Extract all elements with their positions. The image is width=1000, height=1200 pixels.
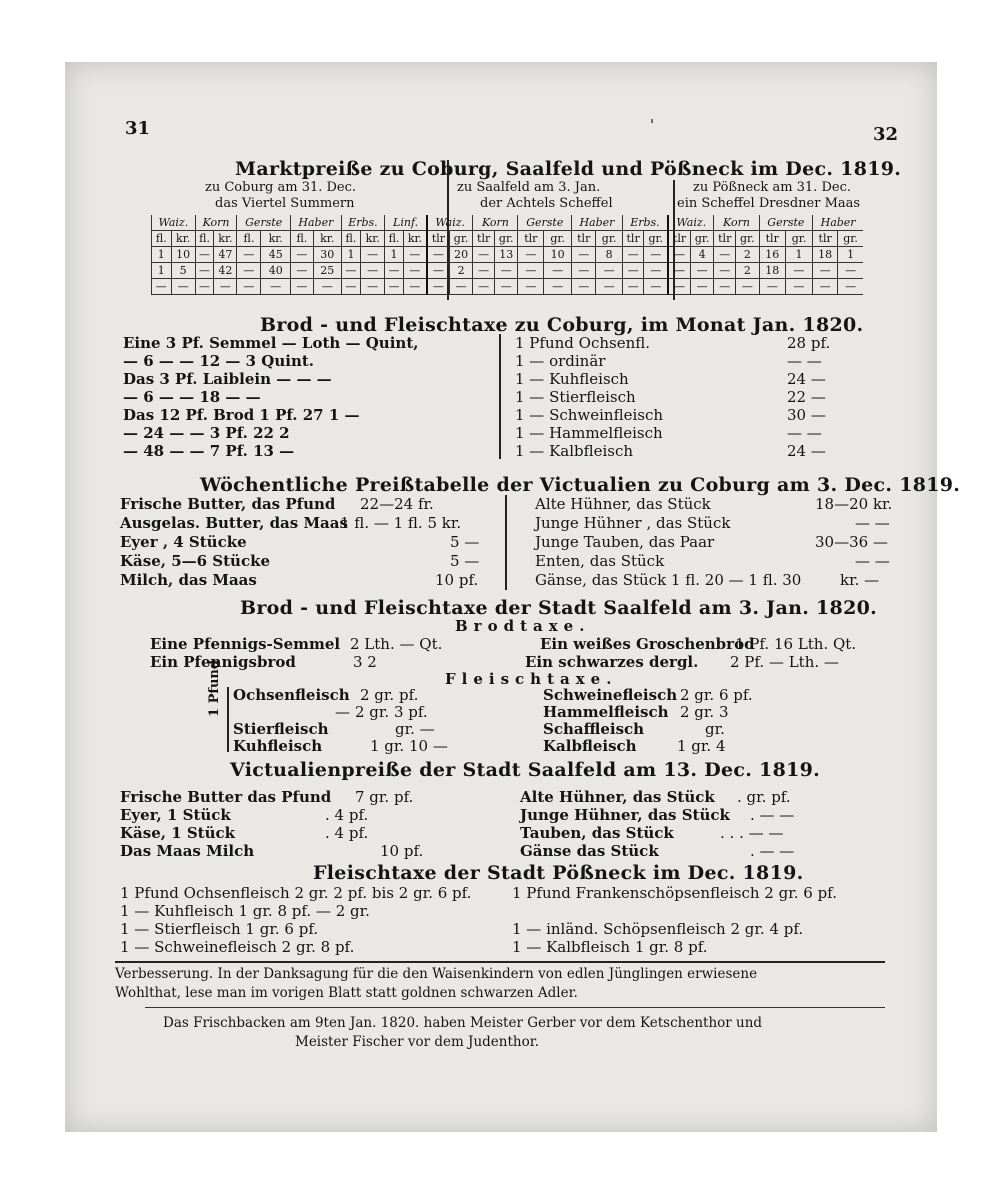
price: — — [668, 247, 690, 263]
price: — — [544, 279, 572, 295]
price: 18 — [813, 247, 838, 263]
price: — — [361, 263, 385, 279]
victual-item: Tauben, das Stück — [520, 824, 674, 842]
grain-header: Waiz. — [152, 215, 196, 231]
unit: kr. — [313, 231, 341, 247]
meat-item: Schaffleisch — [543, 720, 645, 738]
price: 40 — [261, 263, 291, 279]
grain-header: Waiz. — [427, 215, 473, 231]
victual-price: 10 pf. — [380, 842, 424, 860]
unit: kr. — [171, 231, 195, 247]
taxe-left-line: Das 3 Pf. Laiblein — — — — [123, 370, 332, 388]
price: 1 — [385, 247, 404, 263]
meat-item: 1 — Kuhfleisch — [515, 370, 629, 388]
rule — [145, 1007, 885, 1008]
victual-price: . 4 pf. — [325, 806, 369, 824]
victual-item: Frische Butter das Pfund — [120, 788, 332, 806]
price: — — [644, 247, 668, 263]
price: — — [291, 263, 314, 279]
meat-item: Kalbfleisch — [543, 737, 637, 755]
unit: fl. — [195, 231, 214, 247]
price: — — [385, 279, 404, 295]
price: — — [838, 279, 863, 295]
price: 20 — [449, 247, 473, 263]
price: 1 — [785, 247, 812, 263]
unit: tlr — [473, 231, 495, 247]
meat-price: 30 — — [787, 406, 826, 424]
unit: gr. — [690, 231, 714, 247]
meat-price: 28 pf. — [787, 334, 831, 352]
price: 25 — [313, 263, 341, 279]
victual-item: Milch, das Maas — [120, 571, 257, 589]
price: — — [427, 279, 449, 295]
saalfeld-taxe-title: Brod - und Fleischtaxe der Stadt Saalfeld am 3. Jan. 1820. — [240, 597, 878, 619]
price: — — [261, 279, 291, 295]
price: — — [341, 279, 360, 295]
price: — — [427, 263, 449, 279]
price: — — [838, 263, 863, 279]
grain-header: Erbs. — [622, 215, 668, 231]
victual-price: 5 — — [450, 552, 480, 570]
price: 2 — [449, 263, 473, 279]
price-row — [152, 247, 864, 263]
price: — — [361, 279, 385, 295]
meat-price: 1 gr. 10 — — [370, 737, 448, 755]
price: — — [313, 279, 341, 295]
victual-item: Alte Hühner, das Stück — [520, 788, 715, 806]
weekly-title: Wöchentliche Preißtabelle der Victualien zu Coburg am 3. Dec. 1819. — [200, 474, 961, 496]
margin-mark: ' — [650, 116, 655, 134]
pfund-label: 1 Pfund — [207, 660, 222, 717]
price: 45 — [261, 247, 291, 263]
grain-header: Erbs. — [341, 215, 384, 231]
bake-note: Das Frischbacken am 9ten Jan. 1820. haben Meister Gerber vor dem Ketschenthor und — [163, 1015, 763, 1031]
victual-item: Alte Hühner, das Stück — [535, 495, 711, 513]
poessneck-line: 1 Pfund Ochsenfleisch 2 gr. 2 pf. bis 2 gr. 6 pf. — [120, 884, 472, 902]
meat-item: Kuhfleisch — [233, 737, 323, 755]
victual-price: 10 pf. — [435, 571, 479, 589]
price: 30 — [313, 247, 341, 263]
price: 18 — [759, 263, 785, 279]
price: 5 — [171, 263, 195, 279]
price: — — [237, 247, 261, 263]
correction-note: Verbesserung. In der Danksagung für die den Waisenkindern von edlen Jünglingen erwiesene — [115, 966, 758, 982]
price: — — [361, 247, 385, 263]
meat-item: 1 Pfund Ochsenfl. — [515, 334, 651, 352]
price: — — [668, 279, 690, 295]
price: 10 — [544, 247, 572, 263]
price: — — [622, 247, 644, 263]
unit: tlr — [572, 231, 596, 247]
victual-item: Enten, das Stück — [535, 552, 665, 570]
price: — — [785, 263, 812, 279]
price: — — [473, 279, 495, 295]
meat-price: 2 gr. 3 — [680, 703, 729, 721]
poessneck-line: 1 — Kalbfleisch 1 gr. 8 pf. — [512, 938, 708, 956]
unit: kr. — [403, 231, 427, 247]
price: — — [385, 263, 404, 279]
unit: fl. — [152, 231, 172, 247]
meat-price: 24 — — [787, 442, 826, 460]
price: — — [237, 263, 261, 279]
victual-price: . gr. pf. — [737, 788, 791, 806]
grain-header: Gerste — [237, 215, 291, 231]
brod-item: Eine Pfennigs-Semmel — [150, 635, 341, 653]
coburg-sub: das Viertel Summern — [215, 196, 355, 211]
victual-price: 22—24 fr. — [360, 495, 434, 513]
divider — [499, 334, 501, 459]
price-row — [152, 263, 864, 279]
price: — — [572, 279, 596, 295]
price: — — [291, 247, 314, 263]
price: 1 — [838, 247, 863, 263]
market-table — [151, 215, 863, 295]
victual-price: . . . — — — [720, 824, 784, 842]
victual-price: . 4 pf. — [325, 824, 369, 842]
correction-note: Wohlthat, lese man im vorigen Blatt statt goldnen schwarzen Adler. — [115, 985, 578, 1001]
price: — — [714, 263, 736, 279]
price: 13 — [494, 247, 518, 263]
price: 1 — [341, 247, 360, 263]
price: — — [214, 279, 237, 295]
price: — — [427, 247, 449, 263]
price: 1 — [152, 247, 172, 263]
victual-item: Junge Hühner , das Stück — [535, 514, 731, 532]
price: — — [714, 279, 736, 295]
grain-header: Gerste — [518, 215, 572, 231]
price: — — [785, 279, 812, 295]
price: — — [518, 247, 544, 263]
unit: gr. — [838, 231, 863, 247]
unit: tlr — [714, 231, 736, 247]
victual-price: . — — — [750, 806, 795, 824]
unit: tlr — [518, 231, 544, 247]
victual-price: 18—20 kr. — [815, 495, 893, 513]
poessneck-head: zu Pößneck am 31. Dec. — [693, 180, 851, 195]
coburg-head: zu Coburg am 31. Dec. — [205, 180, 357, 195]
grain-header: Korn — [195, 215, 237, 231]
victual-price: — — — [855, 514, 890, 532]
unit: kr. — [261, 231, 291, 247]
unit: tlr — [668, 231, 690, 247]
taxe-left-line: — 6 — — 18 — — — [123, 388, 261, 406]
unit-row — [152, 231, 864, 247]
price: 1 — [152, 263, 172, 279]
price: — — [736, 279, 760, 295]
bake-note: Meister Fischer vor dem Judenthor. — [295, 1034, 539, 1050]
price: — — [714, 247, 736, 263]
meat-price: 1 gr. 4 — [677, 737, 726, 755]
meat-item: Ochsenfleisch — [233, 686, 350, 704]
price: — — [813, 263, 838, 279]
saalfeld-victual-title: Victualienpreiße der Stadt Saalfeld am 13. Dec. 1819. — [230, 759, 821, 781]
price: — — [449, 279, 473, 295]
victual-price: kr. — — [840, 571, 880, 589]
poessneck-line: 1 Pfund Frankenschöpsenfleisch 2 gr. 6 pf. — [512, 884, 837, 902]
grain-header: Korn — [714, 215, 759, 231]
victual-price: . — — — [750, 842, 795, 860]
price: 16 — [759, 247, 785, 263]
victual-item: Gänse das Stück — [520, 842, 659, 860]
price: — — [518, 279, 544, 295]
unit: fl. — [237, 231, 261, 247]
price: — — [572, 263, 596, 279]
taxe-left-line: — 48 — — 7 Pf. 13 — — [123, 442, 295, 460]
meat-item: 1 — ordinär — [515, 352, 606, 370]
meat-price: gr. — [705, 720, 725, 738]
price: — — [152, 279, 172, 295]
meat-price: 2 gr. 6 pf. — [680, 686, 753, 704]
grain-header: Gerste — [759, 215, 813, 231]
unit: gr. — [449, 231, 473, 247]
price: — — [195, 279, 214, 295]
victual-item: Das Maas Milch — [120, 842, 255, 860]
price: — — [622, 279, 644, 295]
poessneck-line: 1 — inländ. Schöpsenfleisch 2 gr. 4 pf. — [512, 920, 804, 938]
left-page-number: 31 — [125, 118, 151, 139]
taxe-left-line: Das 12 Pf. Brod 1 Pf. 27 1 — — [123, 406, 360, 424]
brodtaxe-label: Brodtaxe. — [455, 617, 591, 635]
meat-price: 24 — — [787, 370, 826, 388]
grain-header: Haber — [572, 215, 623, 231]
unit: fl. — [385, 231, 404, 247]
price: — — [596, 263, 622, 279]
victual-price: 30—36 — — [815, 533, 888, 551]
brod-weight: 1 Pf. 16 Lth. Qt. — [735, 635, 857, 653]
victual-item: Eyer, 1 Stück — [120, 806, 231, 824]
unit: kr. — [214, 231, 237, 247]
unit: gr. — [644, 231, 668, 247]
unit: gr. — [494, 231, 518, 247]
grain-header: Korn — [473, 215, 518, 231]
price: — — [690, 279, 714, 295]
price: 42 — [214, 263, 237, 279]
victual-item: Ausgelas. Butter, das Maas — [120, 514, 348, 532]
price: — — [341, 263, 360, 279]
meat-price: — — — [787, 424, 822, 442]
victual-price: 7 gr. pf. — [355, 788, 414, 806]
newspaper-page — [65, 62, 961, 1132]
price: 10 — [171, 247, 195, 263]
price: — — [237, 279, 261, 295]
brod-item: Ein weißes Groschenbrod — [540, 635, 755, 653]
grain-header: Haber — [291, 215, 342, 231]
price: 4 — [690, 247, 714, 263]
saalfeld-head: zu Saalfeld am 3. Jan. — [457, 180, 601, 195]
market-title: Marktpreiße zu Coburg, Saalfeld und Pößneck im Dec. 1819. — [235, 158, 902, 180]
poessneck-line: 1 — Stierfleisch 1 gr. 6 pf. — [120, 920, 319, 938]
price: — — [403, 279, 427, 295]
unit: gr. — [785, 231, 812, 247]
unit: tlr — [622, 231, 644, 247]
price: 47 — [214, 247, 237, 263]
victual-item: Junge Tauben, das Paar — [535, 533, 715, 551]
poessneck-line: 1 — Schweinefleisch 2 gr. 8 pf. — [120, 938, 355, 956]
meat-price: 2 gr. pf. — [360, 686, 419, 704]
unit: fl. — [291, 231, 314, 247]
meat-price: 2 gr. 3 pf. — [355, 703, 428, 721]
price: — — [690, 263, 714, 279]
divider — [505, 495, 507, 590]
unit: gr. — [596, 231, 622, 247]
meat-item: Hammelfleisch — [543, 703, 669, 721]
divider — [227, 687, 229, 752]
unit: tlr — [813, 231, 838, 247]
taxe-left-line: Eine 3 Pf. Semmel — Loth — Quint, — [123, 334, 419, 352]
meat-item: 1 — Schweinfleisch — [515, 406, 664, 424]
saalfeld-sub: der Achtels Scheffel — [480, 196, 613, 211]
grain-header-row — [152, 215, 864, 231]
victual-item: Junge Hühner, das Stück — [520, 806, 730, 824]
price: — — [518, 263, 544, 279]
price: — — [291, 279, 314, 295]
taxe-left-line: — 24 — — 3 Pf. 22 2 — [123, 424, 290, 442]
price: 2 — [736, 247, 760, 263]
meat-item: Stierfleisch — [233, 720, 329, 738]
price: 8 — [596, 247, 622, 263]
meat-price: 22 — — [787, 388, 826, 406]
price: — — [195, 263, 214, 279]
price: — — [171, 279, 195, 295]
unit: tlr — [427, 231, 449, 247]
price: — — [644, 279, 668, 295]
unit: fl. — [341, 231, 360, 247]
price: — — [403, 263, 427, 279]
meat-item: Schweinefleisch — [543, 686, 678, 704]
brod-weight: 2 Lth. — Qt. — [350, 635, 443, 653]
price: — — [544, 263, 572, 279]
meat-item: 1 — Kalbfleisch — [515, 442, 634, 460]
victual-item: Eyer , 4 Stücke — [120, 533, 247, 551]
price: — — [572, 247, 596, 263]
brod-weight: 3 2 — [353, 653, 377, 671]
price: 2 — [736, 263, 760, 279]
victual-item: Frische Butter, das Pfund — [120, 495, 336, 513]
brod-weight: 2 Pf. — Lth. — — [730, 653, 839, 671]
unit: kr. — [361, 231, 385, 247]
right-page-number: 32 — [873, 124, 899, 145]
coburg-taxe-title: Brod - und Fleischtaxe zu Coburg, im Monat Jan. 1820. — [260, 314, 864, 336]
fleischtaxe-label: Fleischtaxe. — [445, 670, 618, 688]
meat-item: — — [335, 703, 350, 721]
victual-item: Käse, 5—6 Stücke — [120, 552, 271, 570]
victual-item: Gänse, das Stück 1 fl. 20 — 1 fl. 30 — [535, 571, 802, 589]
brod-item: Ein Pfennigsbrod — [150, 653, 296, 671]
meat-price: gr. — — [395, 720, 435, 738]
price: — — [622, 263, 644, 279]
price: — — [473, 263, 495, 279]
taxe-left-line: — 6 — — 12 — 3 Quint. — [123, 352, 315, 370]
meat-item: 1 — Hammelfleisch — [515, 424, 663, 442]
rule — [115, 961, 885, 963]
price: — — [759, 279, 785, 295]
price: — — [494, 263, 518, 279]
meat-price: — — — [787, 352, 822, 370]
grain-header: Waiz. — [668, 215, 714, 231]
poessneck-title: Fleischtaxe der Stadt Pößneck im Dec. 1819. — [313, 862, 804, 884]
price: — — [668, 263, 690, 279]
grain-header: Linf. — [385, 215, 427, 231]
brod-item: Ein schwarzes dergl. — [525, 653, 699, 671]
price: — — [195, 247, 214, 263]
unit: gr. — [736, 231, 760, 247]
price: — — [644, 263, 668, 279]
victual-item: Käse, 1 Stück — [120, 824, 236, 842]
price: — — [473, 247, 495, 263]
unit: gr. — [544, 231, 572, 247]
price: — — [403, 247, 427, 263]
poessneck-sub: ein Scheffel Dresdner Maas — [677, 196, 861, 211]
price: — — [494, 279, 518, 295]
victual-price: — — — [855, 552, 890, 570]
poessneck-line: 1 — Kuhfleisch 1 gr. 8 pf. — 2 gr. — [120, 902, 370, 920]
meat-item: 1 — Stierfleisch — [515, 388, 636, 406]
price: — — [596, 279, 622, 295]
grain-header: Haber — [813, 215, 863, 231]
unit: tlr — [759, 231, 785, 247]
victual-price: 5 — — [450, 533, 480, 551]
price-row — [152, 279, 864, 295]
victual-price: 1 fl. — 1 fl. 5 kr. — [340, 514, 462, 532]
price: — — [813, 279, 838, 295]
